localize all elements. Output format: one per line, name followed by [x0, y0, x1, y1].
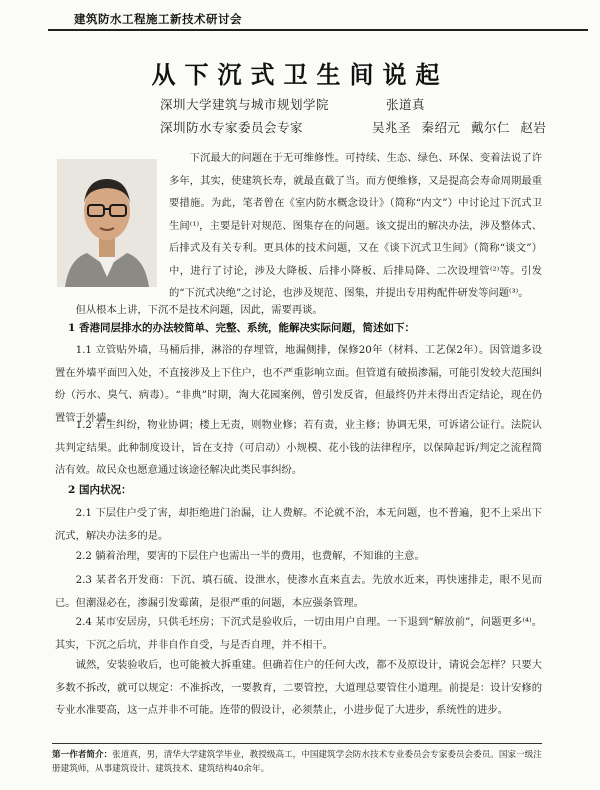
- affiliation-2: 深圳防水专家委员会专家: [160, 120, 304, 135]
- closing-paragraph: 诚然，安装验收后，也可能被大拆重建。但确若住户的任何大改，都不及原设计，请说会怎样？只要大多数不拆改，就可以规定：不准拆改，一要教育，二要管控，大道理总要管住小道理。前提是：设计安修的专业水准要高，这一点并非不可能。连带的假设计，必须禁止，小进步促了大进步，系统性的进步。: [55, 659, 542, 716]
- author-1: 张道真: [386, 97, 426, 112]
- paragraph-2-1: 2.1 下层住户受了害，却拒绝进门治漏，让人费解。不论就不治，本无问题，也不普遍，犯不上采出下沉式，解决办法多的是。: [55, 507, 542, 542]
- paragraph-2-3: 2.3 某者名开发商：下沉、填石硫、设泄水，使渗水直来直去。先放水近来，再快速排走，眼不见而已。但潮湿必在，渗漏引发霉菌，是很严重的问题，本应强条管理。: [55, 574, 542, 609]
- affiliation-1: 深圳大学建筑与城市规划学院: [160, 97, 330, 112]
- article-title: 从下沉式卫生间说起: [151, 60, 449, 89]
- intro-paragraph: 下沉最大的问题在于无可维修性。可持续、生态、绿色、环保、变着法说了许多年，其实，使建筑长寿，就最直截了当。而方便维修，又是提高会寿命周期最重要措施。为此，笔者曾在《室内防水概念设计》（简称“内文”）中讨论过下沉式卫生间⁽¹⁾，主要是针对规范、图集存在的问题。该文提出的解决办法，涉及整体式、后排式及有关专利。更具体的技术问题，又在《谈下沉式卫生间》（简称“谈文”）中，进行了讨论，涉及大降板、后排小降板、后排局降、二次设埋管⁽²⁾等。引发的“下沉式决绝”之讨论，也涉及规范、图集，并提出专用构配件研发等问题⁽³⁾。: [169, 152, 542, 299]
- paragraph-2-4: 2.4 某市安居房，只供毛坯房；下沉式是验收后，一切由用户自理。一下退到“解放前”，问题更多⁽⁴⁾。其实，下沉之后坑，并非自作自受，与是否自理，并不相干。: [55, 616, 542, 651]
- authors-2: 吴兆圣 秦绍元 戴尔仁 赵岩: [372, 120, 547, 135]
- section-heading-1: 1 香港同层排水的办法较简单、完整、系统，能解决实际问题，简述如下：: [68, 322, 415, 334]
- section-heading-2: 2 国内状况：: [68, 484, 132, 496]
- journal-title: 建筑防水工程施工新技术研讨会: [74, 12, 242, 26]
- intro-paragraph-2: 但从根本上讲，下沉不是技术问题，因此，需要再谈。: [75, 304, 323, 316]
- footnote-rule: [52, 743, 542, 744]
- footnote-label: 第一作者简介：: [52, 750, 113, 760]
- footnote-text: 张道真，男，清华大学建筑学毕业，教授级高工，中国建筑学会防水技术专业委员会专家委员会委员。国家一级注册建筑师，从事建筑设计、建筑技术、建筑结构40余年。: [52, 750, 542, 774]
- paragraph-2-2: 2.2 躺着治理，要害的下层住户也需出一半的费用，也费解，不知谁的主意。: [75, 550, 425, 562]
- author-portrait: [57, 159, 157, 287]
- header-rule: [48, 29, 588, 31]
- paragraph-1-2: 1.2 若生纠纷，物业协调；楼上无责，则物业修；若有责，业主修；协调无果，可诉诸公证行。法院认共判定结果。此种制度设计，旨在支持（可启动）小规模、花小钱的法律程序，以保障起诉/判定之流程简洁有效。故民众也愿意通过该途径解决此类民事纠纷。: [55, 419, 542, 476]
- paragraph-1-1: 1.1 立管贴外墙，马桶后排，淋浴的存埋管，地漏侧排，保修20年（材料、工艺保2年）。因管道多设置在外墙平面凹入处，不直接涉及上下住户，也不严重影响立面。但管道有破损渗漏，可能引发较大范围纠纷（污水、臭气、病毒）。“非典”时期，淘大花园案例，曾引发反省，但最终仍并未得出否定结论，现在仍置管于外墙。: [55, 344, 542, 424]
- author-footnote: [52, 748, 542, 776]
- journal-header: [48, 10, 588, 36]
